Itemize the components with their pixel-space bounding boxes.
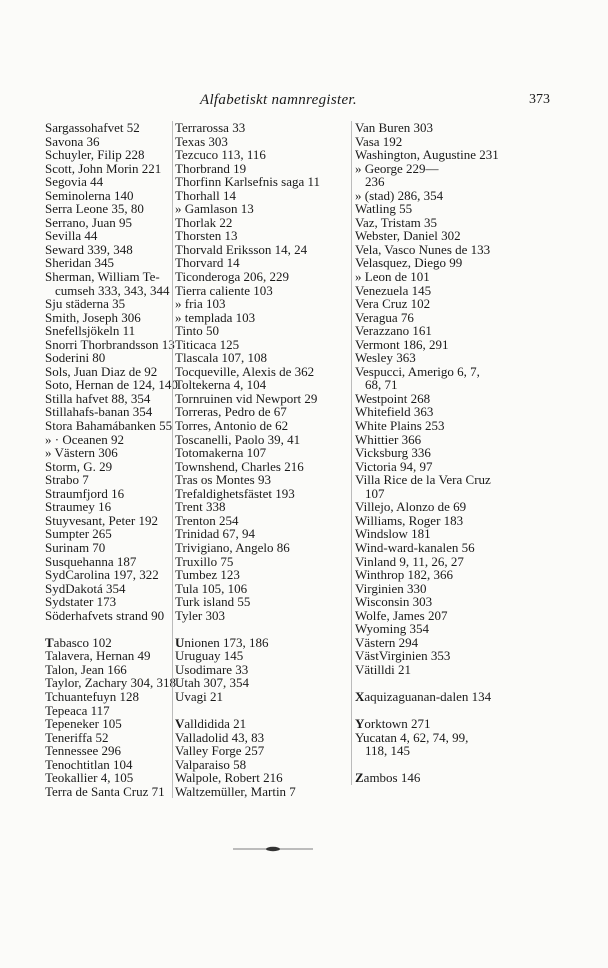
index-entry: Vermont 186, 291 (355, 336, 449, 352)
index-entry: Terra de Santa Cruz 71 (45, 783, 165, 799)
index-entry: SydCarolina 197, 322 (45, 567, 159, 583)
index-entry: » fria 103 (175, 296, 226, 312)
index-entry: Villejo, Alonzo de 69 (355, 499, 467, 515)
index-entry: Tezcuco 113, 116 (175, 147, 266, 163)
index-entry: White Plains 253 (355, 418, 445, 434)
index-entry: Tornruinen vid Newport 29 (175, 390, 318, 406)
index-entry: Vasa 192 (355, 133, 403, 149)
index-entry: Snorri Thorbrandsson 13 (45, 336, 175, 352)
section-gap (355, 676, 518, 690)
index-entry: Serrano, Juan 95 (45, 214, 133, 230)
index-entry: Tepeaca 117 (45, 702, 110, 718)
index-entry: Valldidida 21 (175, 716, 247, 732)
index-entry: Truxillo 75 (175, 553, 234, 569)
ornamental-rule (233, 846, 313, 852)
index-entry: Totomakerna 107 (175, 445, 267, 461)
index-entry: Waltzemüller, Martin 7 (175, 783, 296, 799)
index-entry: Stillahafs-banan 354 (45, 404, 153, 420)
index-entry: Verazzano 161 (355, 323, 432, 339)
index-entry: Victoria 94, 97 (355, 458, 433, 474)
index-entry: » George 229— (355, 160, 439, 176)
index-entry: Sevilla 44 (45, 228, 98, 244)
index-entry: Tula 105, 106 (175, 580, 248, 596)
index-entry: 68, 71 (365, 377, 398, 393)
index-entry: Torres, Antonio de 62 (175, 418, 289, 434)
index-entry: Sumpter 265 (45, 526, 112, 542)
index-entry: Vinland 9, 11, 26, 27 (355, 553, 464, 569)
index-entry: Stilla hafvet 88, 354 (45, 390, 151, 406)
index-entry: Talavera, Hernan 49 (45, 648, 151, 664)
index-entry: Uvagi 21 (175, 688, 224, 704)
index-entry: Wesley 363 (355, 350, 416, 366)
index-entry: Vaz, Tristam 35 (355, 214, 437, 230)
index-entry: » Leon de 101 (355, 269, 430, 285)
index-entry: Williams, Roger 183 (355, 512, 464, 528)
index-entry: Veragua 76 (355, 309, 414, 325)
section-initial: Y (355, 716, 365, 732)
index-entry: Surinam 70 (45, 539, 106, 555)
index-entry: Tennessee 296 (45, 743, 121, 759)
index-entry: » templada 103 (175, 309, 256, 325)
index-entry: Sheridan 345 (45, 255, 114, 271)
index-entry: Wisconsin 303 (355, 594, 433, 610)
index-entry: Storm, G. 29 (45, 458, 113, 474)
index-entry: Valley Forge 257 (175, 743, 265, 759)
section-initial: T (45, 634, 54, 650)
index-entry: Trivigiano, Angelo 86 (175, 539, 290, 555)
index-entry: » · Oceanen 92 (45, 431, 125, 447)
section-initial: V (175, 716, 185, 732)
index-entry: Vera Cruz 102 (355, 296, 431, 312)
index-entry: Whittier 366 (355, 431, 422, 447)
index-entry: Wind-ward-kanalen 56 (355, 539, 475, 555)
index-entry: Susquehanna 187 (45, 553, 137, 569)
index-entry: Strabo 7 (45, 472, 89, 488)
index-column-3 (351, 121, 518, 785)
index-entry: Straumfjord 16 (45, 485, 125, 501)
index-entry: Valparaiso 58 (175, 756, 247, 772)
index-entry: Texas 303 (175, 133, 228, 149)
index-entry: Ticonderoga 206, 229 (175, 269, 289, 285)
index-entry: Sherman, William Te- (45, 269, 160, 285)
index-entry: Webster, Daniel 302 (355, 228, 461, 244)
index-entry: 118, 145 (365, 743, 411, 759)
index-entry: Terrarossa 33 (175, 120, 246, 135)
index-entry: Teokallier 4, 105 (45, 770, 134, 786)
index-entry: Washington, Augustine 231 (355, 147, 499, 163)
index-entry: Sydstater 173 (45, 594, 117, 610)
index-entry: Smith, Joseph 306 (45, 309, 141, 325)
index-entry: Soderini 80 (45, 350, 106, 366)
index-entry: Unionen 173, 186 (175, 634, 269, 650)
index-entry: VästVirginien 353 (355, 648, 451, 664)
index-entry: » Västern 306 (45, 445, 118, 461)
index-entry: Velasquez, Diego 99 (355, 255, 463, 271)
index-entry: Tocqueville, Alexis de 362 (175, 363, 315, 379)
index-entry: Townshend, Charles 216 (175, 458, 304, 474)
section-gap (355, 704, 518, 718)
index-entry: Talon, Jean 166 (45, 661, 127, 677)
index-entry: Seward 339, 348 (45, 241, 133, 257)
index-entry: Thorhall 14 (175, 187, 237, 203)
index-column-1 (45, 120, 178, 799)
index-entry: Tabasco 102 (45, 634, 112, 650)
index-entry: Utah 307, 354 (175, 675, 250, 691)
index-entry: Vespucci, Amerigo 6, 7, (355, 363, 480, 379)
section-initial: U (175, 634, 185, 650)
section-gap (45, 622, 173, 636)
index-entry: Straumey 16 (45, 499, 112, 515)
index-entry: Yorktown 271 (355, 716, 431, 732)
index-entry: Tepeneker 105 (45, 716, 122, 732)
index-entry: Walpole, Robert 216 (175, 770, 283, 786)
page-number: 373 (529, 92, 550, 107)
index-entry: Thorvard 14 (175, 255, 240, 271)
index-entry: Sols, Juan Diaz de 92 (45, 363, 158, 379)
index-entry: » Gamlason 13 (175, 201, 254, 217)
index-entry: Trent 338 (175, 499, 226, 515)
index-entry: Thorfinn Karlsefnis saga 11 (175, 174, 321, 190)
index-entry: Turk island 55 (175, 594, 251, 610)
index-entry: Trefaldighetsfästet 193 (175, 485, 295, 501)
index-entry: Westpoint 268 (355, 390, 431, 406)
index-entry: Trenton 254 (175, 512, 239, 528)
index-entry: Venezuela 145 (355, 282, 432, 298)
index-entry: Stora Bahamábanken 55 (45, 418, 173, 434)
index-entry: Vätilldi 21 (355, 661, 411, 677)
index-entry: Titicaca 125 (175, 336, 240, 352)
index-entry: Thorsten 13 (175, 228, 238, 244)
index-entry: Soto, Hernan de 124, 140 (45, 377, 178, 393)
index-entry: Tumbez 123 (175, 567, 240, 583)
index-entry: Tierra caliente 103 (175, 282, 273, 298)
index-entry: Stuyvesant, Peter 192 (45, 512, 159, 528)
index-entry: Usodimare 33 (175, 661, 249, 677)
index-entry: Tyler 303 (175, 607, 225, 623)
index-entry: Virginien 330 (355, 580, 427, 596)
index-entry: Thorlak 22 (175, 214, 233, 230)
index-entry: SydDakotá 354 (45, 580, 126, 596)
index-entry: Västern 294 (355, 634, 419, 650)
index-entry: Yucatan 4, 62, 74, 99, (355, 729, 469, 745)
index-entry: Van Buren 303 (355, 120, 433, 135)
index-entry: Valladolid 43, 83 (175, 729, 265, 745)
index-entry: 107 (365, 485, 385, 501)
index-entry: Tenochtitlan 104 (45, 756, 133, 772)
index-entry: Wyoming 354 (355, 621, 429, 637)
page-header (0, 92, 608, 112)
index-entry: Schuyler, Filip 228 (45, 147, 145, 163)
index-entry: Thorvald Eriksson 14, 24 (175, 241, 308, 257)
index-entry: Zambos 146 (355, 770, 421, 786)
index-entry: Toscanelli, Paolo 39, 41 (175, 431, 301, 447)
index-entry: Xaquizaguanan-dalen 134 (355, 688, 492, 704)
section-initial: Z (355, 770, 364, 786)
index-entry: Serra Leone 35, 80 (45, 201, 144, 217)
index-entry: Tchuantefuyn 128 (45, 688, 140, 704)
index-entry: Scott, John Morin 221 (45, 160, 162, 176)
index-entry: Segovia 44 (45, 174, 104, 190)
index-entry: Vela, Vasco Nunes de 133 (355, 241, 491, 257)
section-gap (175, 704, 355, 718)
section-gap (355, 758, 518, 772)
index-entry: Toltekerna 4, 104 (175, 377, 267, 393)
section-initial: X (355, 688, 365, 704)
index-entry: Villa Rice de la Vera Cruz (355, 472, 491, 488)
index-entry: » (stad) 286, 354 (355, 187, 444, 203)
section-gap (175, 622, 355, 636)
index-entry: Windslow 181 (355, 526, 431, 542)
index-entry: Trinidad 67, 94 (175, 526, 256, 542)
index-entry: Sju städerna 35 (45, 296, 126, 312)
index-entry: Sargassohafvet 52 (45, 120, 140, 135)
index-entry: Winthrop 182, 366 (355, 567, 454, 583)
index-entry: Söderhafvets strand 90 (45, 607, 165, 623)
index-entry: Tras os Montes 93 (175, 472, 271, 488)
index-entry: 236 (365, 174, 385, 190)
index-column-2 (172, 121, 355, 798)
index-entry: Torreras, Pedro de 67 (175, 404, 287, 420)
index-entry: Tinto 50 (175, 323, 219, 339)
index-entry: Uruguay 145 (175, 648, 244, 664)
index-entry: Teneriffa 52 (45, 729, 109, 745)
index-entry: Snefellsjökeln 11 (45, 323, 136, 339)
index-entry: Tlascala 107, 108 (175, 350, 268, 366)
index-entry: Vicksburg 336 (355, 445, 431, 461)
index-entry: Thorbrand 19 (175, 160, 247, 176)
index-entry: Savona 36 (45, 133, 100, 149)
index-entry: cumseh 333, 343, 344 (55, 282, 170, 298)
index-entry: Wolfe, James 207 (355, 607, 448, 623)
index-entry: Whitefield 363 (355, 404, 434, 420)
index-entry: Watling 55 (355, 201, 413, 217)
index-entry: Taylor, Zachary 304, 318 (45, 675, 177, 691)
running-title: Alfabetiskt namnregister. (200, 92, 357, 108)
index-entry: Seminolerna 140 (45, 187, 134, 203)
